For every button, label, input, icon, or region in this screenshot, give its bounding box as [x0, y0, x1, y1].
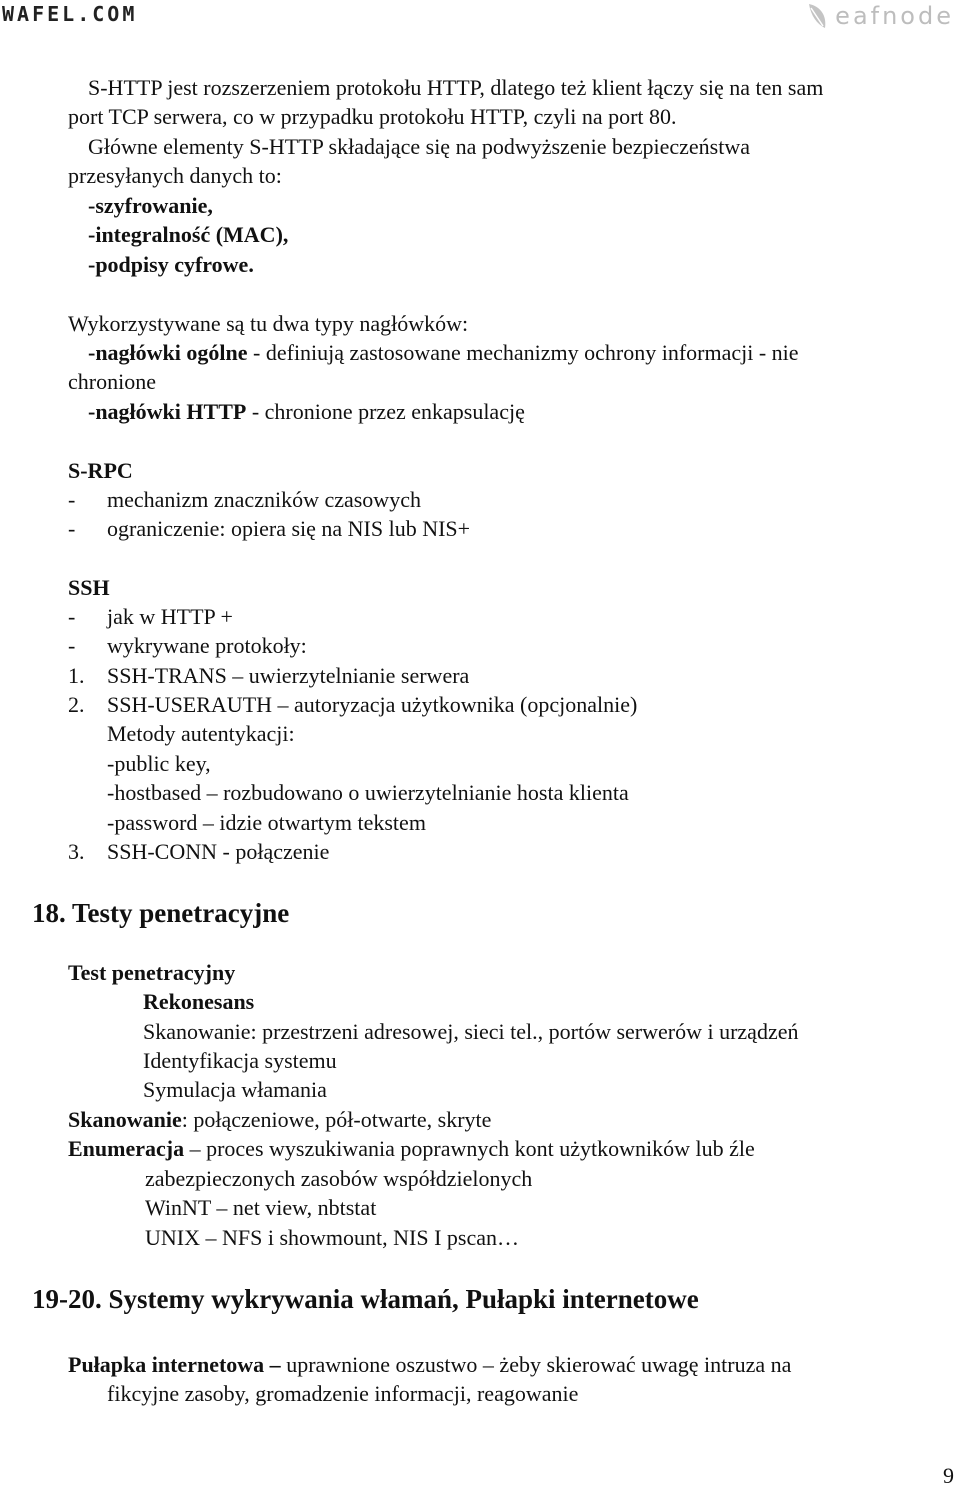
pentest-ident: Identyfikacja systemu	[143, 1048, 337, 1073]
pentest-simulation: Symulacja włamania	[143, 1077, 327, 1102]
watermark-left: WAFEL.COM	[2, 2, 138, 26]
ssh-method-1: -public key,	[107, 751, 211, 776]
srpc-dash-1: -	[68, 487, 76, 512]
scanning-term: Skanowanie	[68, 1107, 182, 1132]
headers-item-a-desc: - definiują zastosowane mechanizmy ochrony informacji - nie	[247, 340, 799, 365]
srpc-item-2: ograniczenie: opiera się na NIS lub NIS+	[107, 516, 471, 541]
ssh-item-1: jak w HTTP +	[107, 604, 233, 629]
section-19-20-heading: 19-20. Systemy wykrywania włamań, Pułapki internetowe	[32, 1284, 699, 1314]
shttp-line-1: S-HTTP jest rozszerzeniem protokołu HTTP, dlatego też klient łączy się na ten sam	[88, 75, 824, 100]
enumeration-term: Enumeracja	[68, 1136, 185, 1161]
pentest-title: Test penetracyjny	[68, 960, 236, 985]
srpc-dash-2: -	[68, 516, 76, 541]
watermark-logo-text: eafnode	[835, 2, 954, 30]
enumeration-winnt: WinNT – net view, nbtstat	[145, 1195, 377, 1220]
ssh-item-2: wykrywane protokoły:	[107, 633, 307, 658]
headers-item-a-cont: chronione	[68, 369, 156, 394]
honeypot-cont: fikcyjne zasoby, gromadzenie informacji, reagowanie	[107, 1381, 579, 1406]
headers-item-b-term: -nagłówki HTTP	[88, 399, 247, 424]
headers-item-a-term: -nagłówki ogólne	[88, 340, 248, 365]
pentest-scanning: Skanowanie: przestrzeni adresowej, sieci tel., portów serwerów i urządzeń	[143, 1019, 799, 1044]
page-number: 9	[943, 1463, 954, 1488]
leaf-icon	[805, 0, 835, 32]
enumeration-line	[68, 1138, 755, 1160]
headers-item-b-desc: - chronione przez enkapsulację	[246, 399, 525, 424]
ssh-dash-1: -	[68, 604, 76, 629]
enumeration-cont: zabezpieczonych zasobów współdzielonych	[145, 1166, 533, 1191]
enumeration-desc: – proces wyszukiwania poprawnych kont użytkowników lub źle	[184, 1136, 755, 1161]
shttp-item-1: -szyfrowanie,	[88, 193, 213, 218]
shttp-item-2: -integralność (MAC),	[88, 222, 289, 247]
ssh-protocol-3: SSH-CONN - połączenie	[107, 839, 330, 864]
headers-item-a	[88, 342, 799, 364]
shttp-line-3: Główne elementy S-HTTP składające się na podwyższenie bezpieczeństwa	[88, 134, 750, 159]
ssh-protocol-1: SSH-TRANS – uwierzytelnianie serwera	[107, 663, 470, 688]
ssh-num-1: 1.	[68, 663, 85, 688]
ssh-title: SSH	[68, 575, 110, 600]
ssh-method-2: -hostbased – rozbudowano o uwierzytelnianie hosta klienta	[107, 780, 629, 805]
headers-intro: Wykorzystywane są tu dwa typy nagłówków:	[68, 311, 469, 336]
scanning-desc: : połączeniowe, pół-otwarte, skryte	[181, 1107, 492, 1132]
pentest-recon: Rekonesans	[143, 989, 255, 1014]
shttp-item-3: -podpisy cyfrowe.	[88, 252, 254, 277]
ssh-method-3: -password – idzie otwartym tekstem	[107, 810, 426, 835]
headers-item-b	[88, 401, 525, 423]
ssh-methods-title: Metody autentykacji:	[107, 721, 295, 746]
shttp-line-4: przesyłanych danych to:	[68, 163, 282, 188]
scanning-line	[68, 1109, 491, 1131]
srpc-title: S-RPC	[68, 458, 133, 483]
ssh-num-2: 2.	[68, 692, 85, 717]
enumeration-unix: UNIX – NFS i showmount, NIS I pscan…	[145, 1225, 519, 1250]
shttp-line-2: port TCP serwera, co w przypadku protokołu HTTP, czyli na port 80.	[68, 104, 677, 129]
ssh-num-3: 3.	[68, 839, 85, 864]
ssh-protocol-2: SSH-USERAUTH – autoryzacja użytkownika (opcjonalnie)	[107, 692, 638, 717]
watermark-right	[805, 0, 954, 32]
section-18-heading: 18. Testy penetracyjne	[32, 898, 290, 928]
honeypot-line	[68, 1354, 791, 1376]
ssh-dash-2: -	[68, 633, 76, 658]
srpc-item-1: mechanizm znaczników czasowych	[107, 487, 421, 512]
honeypot-term: Pułapka internetowa –	[68, 1352, 281, 1377]
honeypot-desc: uprawnione oszustwo – żeby skierować uwagę intruza na	[280, 1352, 792, 1377]
